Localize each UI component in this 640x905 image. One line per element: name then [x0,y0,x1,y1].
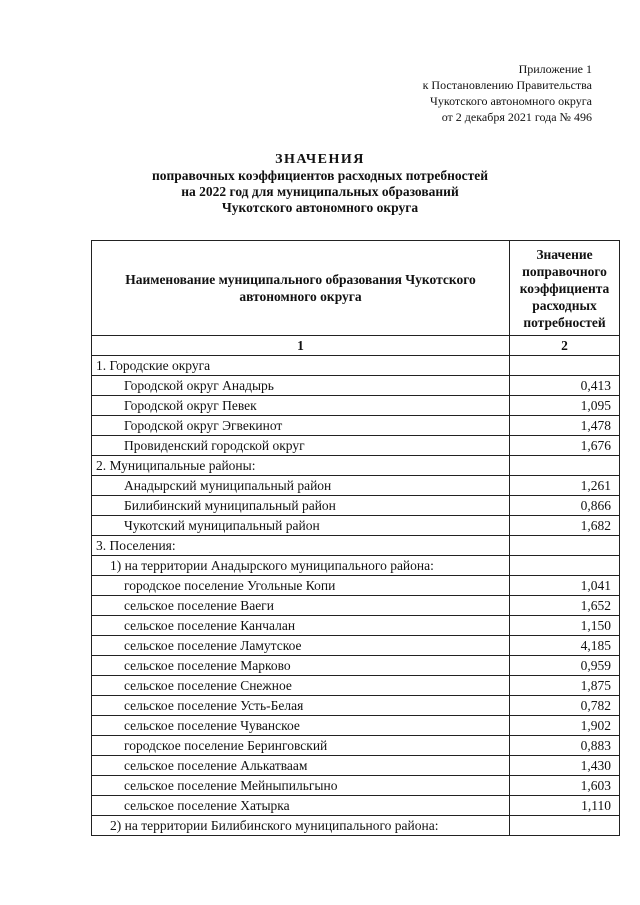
municipality-name: Чукотский муниципальный район [92,516,510,536]
municipality-name: 1) на территории Анадырского муниципального района: [92,556,510,576]
municipality-name: городское поселение Беринговский [92,736,510,756]
table-row [92,356,620,376]
table-row [92,396,620,416]
coefficient-value [510,536,620,556]
appendix-line: Приложение 1 [518,62,592,76]
municipality-name: сельское поселение Алькатваам [92,756,510,776]
title-line: Чукотского автономного округа [221,200,419,215]
table-row [92,556,620,576]
coefficient-value: 4,185 [510,636,620,656]
appendix-reference [300,61,600,125]
municipality-name: сельское поселение Мейныпильгыно [92,776,510,796]
document-title [80,152,560,216]
municipality-name: 2. Муниципальные районы: [92,456,510,476]
coefficient-value: 1,478 [510,416,620,436]
coefficient-value [510,456,620,476]
table-row [92,456,620,476]
coefficient-value: 1,150 [510,616,620,636]
table-row [92,376,620,396]
appendix-line: от 2 декабря 2021 года № 496 [441,110,592,124]
table-row [92,756,620,776]
municipality-name: сельское поселение Канчалан [92,616,510,636]
coefficient-value [510,816,620,836]
table-row [92,696,620,716]
coefficient-value: 1,676 [510,436,620,456]
title-line: на 2022 год для муниципальных образований [181,184,459,199]
municipality-name: Городской округ Эгвекинот [92,416,510,436]
municipality-name: Билибинский муниципальный район [92,496,510,516]
coefficient-value: 0,959 [510,656,620,676]
column-number: 1 [92,336,510,356]
coefficient-value: 1,430 [510,756,620,776]
appendix-line: к Постановлению Правительства [422,78,592,92]
table-row [92,796,620,816]
column-header-name: Наименование муниципального образования Чукотского автономного округа [92,241,510,336]
coefficient-value: 0,866 [510,496,620,516]
municipality-name: городское поселение Угольные Копи [92,576,510,596]
table-row [92,576,620,596]
table-row [92,776,620,796]
municipality-name: сельское поселение Марково [92,656,510,676]
column-number: 2 [510,336,620,356]
coefficient-value: 0,782 [510,696,620,716]
municipality-name: сельское поселение Усть-Белая [92,696,510,716]
table-row [92,736,620,756]
coefficient-value: 1,902 [510,716,620,736]
coefficient-value: 0,883 [510,736,620,756]
coefficient-value: 1,110 [510,796,620,816]
column-header-value: Значение поправочного коэффициента расходных потребностей [510,241,620,336]
coefficient-value: 1,095 [510,396,620,416]
municipality-name: 3. Поселения: [92,536,510,556]
coefficient-value: 1,261 [510,476,620,496]
title-line: поправочных коэффициентов расходных потребностей [151,168,489,183]
municipality-name: Городской округ Певек [92,396,510,416]
table-body [92,356,620,836]
column-number-row [92,336,620,356]
municipality-name: 2) на территории Билибинского муниципального района: [92,816,510,836]
table-row [92,476,620,496]
municipality-name: сельское поселение Ваеги [92,596,510,616]
table-row [92,716,620,736]
table-row [92,636,620,656]
table-row [92,656,620,676]
coefficient-value: 1,603 [510,776,620,796]
coefficient-value: 0,413 [510,376,620,396]
municipality-name: Провиденский городской округ [92,436,510,456]
coefficient-value: 1,041 [510,576,620,596]
appendix-line: Чукотского автономного округа [430,94,592,108]
municipality-name: Анадырский муниципальный район [92,476,510,496]
table-row [92,436,620,456]
municipality-name: Городской округ Анадырь [92,376,510,396]
coefficients-table [91,240,620,836]
coefficient-value: 1,682 [510,516,620,536]
coefficient-value [510,556,620,576]
municipality-name: 1. Городские округа [92,356,510,376]
coefficient-value: 1,875 [510,676,620,696]
table-row [92,816,620,836]
table-row [92,516,620,536]
title-line: ЗНАЧЕНИЯ [275,152,365,167]
table-row [92,496,620,516]
table-row [92,616,620,636]
coefficient-value: 1,652 [510,596,620,616]
table-header-row [92,241,620,336]
municipality-name: сельское поселение Чуванское [92,716,510,736]
municipality-name: сельское поселение Хатырка [92,796,510,816]
table-row [92,596,620,616]
municipality-name: сельское поселение Ламутское [92,636,510,656]
table-row [92,416,620,436]
coefficient-value [510,356,620,376]
table-row [92,676,620,696]
table-row [92,536,620,556]
municipality-name: сельское поселение Снежное [92,676,510,696]
